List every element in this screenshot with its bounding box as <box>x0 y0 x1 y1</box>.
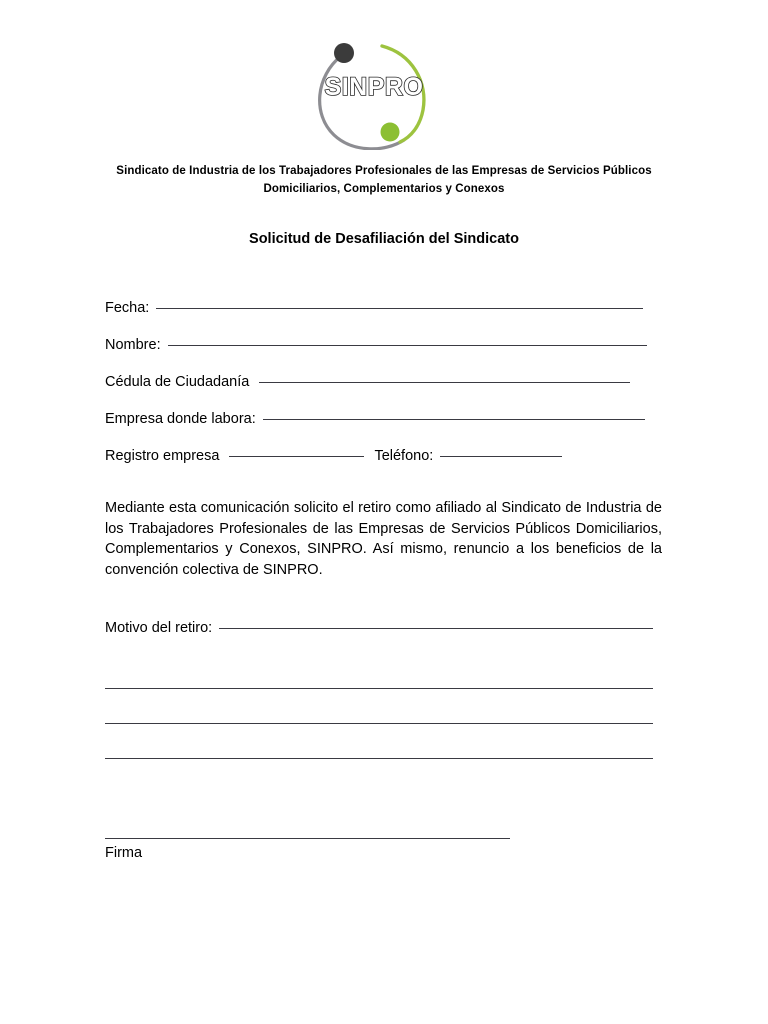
field-input-registro-empresa[interactable] <box>229 456 364 457</box>
signature-label: Firma <box>105 845 143 861</box>
logo-green-dot <box>381 123 400 142</box>
motivo-section <box>105 620 653 759</box>
motivo-blank-line-2[interactable] <box>105 723 653 724</box>
field-row-cedula <box>105 374 665 411</box>
field-row-empresa <box>105 411 665 448</box>
field-label-cedula: Cédula de Ciudadanía <box>105 374 250 390</box>
logo-dark-dot <box>334 43 354 63</box>
signature-section <box>105 838 510 861</box>
field-input-nombre[interactable] <box>168 345 647 346</box>
motivo-blank-line-3[interactable] <box>105 758 653 759</box>
org-header-line-1: Sindicato de Industria de los Trabajadores Profesionales de las Empresas de Servicios Públicos <box>116 165 652 177</box>
body-paragraph: Mediante esta comunicación solicito el retiro como afiliado al Sindicato de Industria de los Trabajadores Profesionales de las Empresas de Servicios Públicos Domiciliarios, Complementarios y Conexos, SINPRO. Así mismo, renuncio a los beneficios de la convención colectiva de SINPRO. <box>105 500 662 578</box>
field-input-fecha[interactable] <box>156 308 643 309</box>
organization-header <box>84 162 684 198</box>
motivo-blank-line-1[interactable] <box>105 688 653 689</box>
field-label-empresa: Empresa donde labora: <box>105 411 256 427</box>
field-input-cedula[interactable] <box>259 382 630 383</box>
field-row-nombre <box>105 337 665 374</box>
field-label-fecha: Fecha: <box>105 300 150 316</box>
sinpro-logo <box>308 32 440 150</box>
field-input-motivo[interactable] <box>219 628 653 629</box>
motivo-row <box>105 620 653 654</box>
logo-wordmark: SINPRO <box>324 73 424 101</box>
field-label-nombre: Nombre: <box>105 337 161 353</box>
field-label-motivo: Motivo del retiro: <box>105 620 213 636</box>
field-label-registro-empresa: Registro empresa <box>105 448 220 464</box>
field-row-fecha <box>105 300 665 337</box>
form-fields <box>105 300 665 485</box>
field-row-registro-telefono <box>105 448 665 485</box>
page-title: Solicitud de Desafiliación del Sindicato <box>249 231 519 247</box>
field-input-telefono[interactable] <box>440 456 562 457</box>
field-label-telefono: Teléfono: <box>374 448 434 464</box>
org-header-line-2: Domiciliarios, Complementarios y Conexos <box>263 183 505 195</box>
signature-input[interactable] <box>105 838 510 839</box>
field-input-empresa[interactable] <box>263 419 645 420</box>
